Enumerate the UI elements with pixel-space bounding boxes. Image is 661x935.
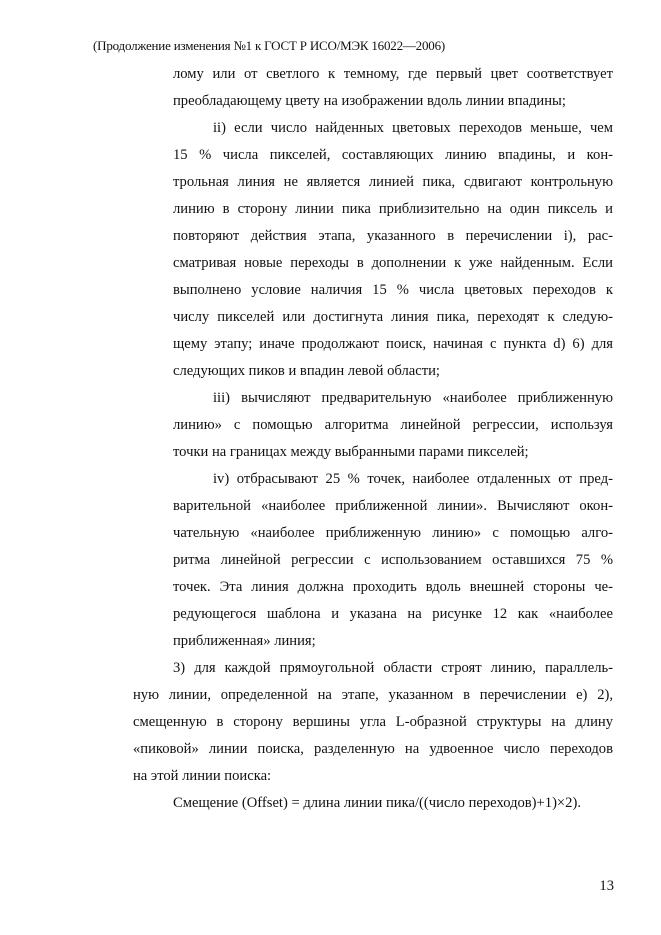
text-line: ритма линейной регрессии с использованием оставшихся 75 % [173, 552, 613, 568]
text-line: точки на границах между выбранными парами пикселей; [173, 444, 529, 460]
text-line: чательную «наиболее приближенную линию» с помощью алго- [173, 525, 613, 541]
text-line: 15 % числа пикселей, составляющих линию впадины, и кон- [173, 147, 613, 163]
formula-line: Смещение (Offset) = длина линии пика/((число переходов)+1)×2). [173, 795, 581, 811]
page-header: (Продолжение изменения №1 к ГОСТ Р ИСО/МЭК 16022—2006) [93, 38, 446, 53]
text-line: 3) для каждой прямоугольной области строят линию, параллель- [173, 660, 613, 676]
text-line: трольная линия не является линией пика, сдвигают контрольную [173, 174, 613, 190]
text-line: ii) если число найденных цветовых переходов меньше, чем [213, 120, 613, 136]
text-line: на этой линии поиска: [133, 768, 272, 784]
text-line: щему этапу; иначе продолжают поиск, начиная с пункта d) 6) для [173, 336, 613, 352]
text-line: следующих пиков и впадин левой области; [173, 363, 440, 379]
text-line: варительной «наиболее приближенной линии». Вычисляют окон- [173, 498, 613, 514]
page-number: 13 [599, 878, 614, 894]
text-line: ную линии, определенной на этапе, указанном в перечислении е) 2), [133, 687, 613, 703]
text-line: линию» с помощью алгоритма линейной регрессии, используя [173, 417, 613, 433]
text-line: выполнено условие наличия 15 % числа цветовых переходов к [173, 282, 613, 298]
text-line: iii) вычисляют предварительную «наиболее приближенную [213, 390, 613, 406]
text-line: редующегося шаблона и указана на рисунке 12 как «наиболее [173, 606, 613, 622]
text-line: «пиковой» линии поиска, разделенную на удвоенное число переходов [133, 741, 613, 757]
text-line: повторяют действия этапа, указанного в перечислении i), рас- [173, 228, 613, 244]
text-line: числу пикселей или достигнута линия пика, переходят к следую- [173, 309, 613, 325]
text-line: преобладающему цвету на изображении вдоль линии впадины; [173, 93, 566, 109]
text-line: приближенная» линия; [173, 633, 316, 649]
text-line: смещенную в сторону вершины угла L-образной структуры на длину [133, 714, 613, 730]
text-line: линию в сторону линии пика приблизительно на один пиксель и [173, 201, 613, 217]
text-line: лому или от светлого к темному, где первый цвет соответствует [173, 66, 613, 82]
text-line: точек. Эта линия должна проходить вдоль внешней стороны че- [173, 579, 613, 595]
text-line: сматривая новые переходы в дополнении к уже найденным. Если [173, 255, 613, 271]
text-line: iv) отбрасывают 25 % точек, наиболее отдаленных от пред- [213, 471, 613, 487]
